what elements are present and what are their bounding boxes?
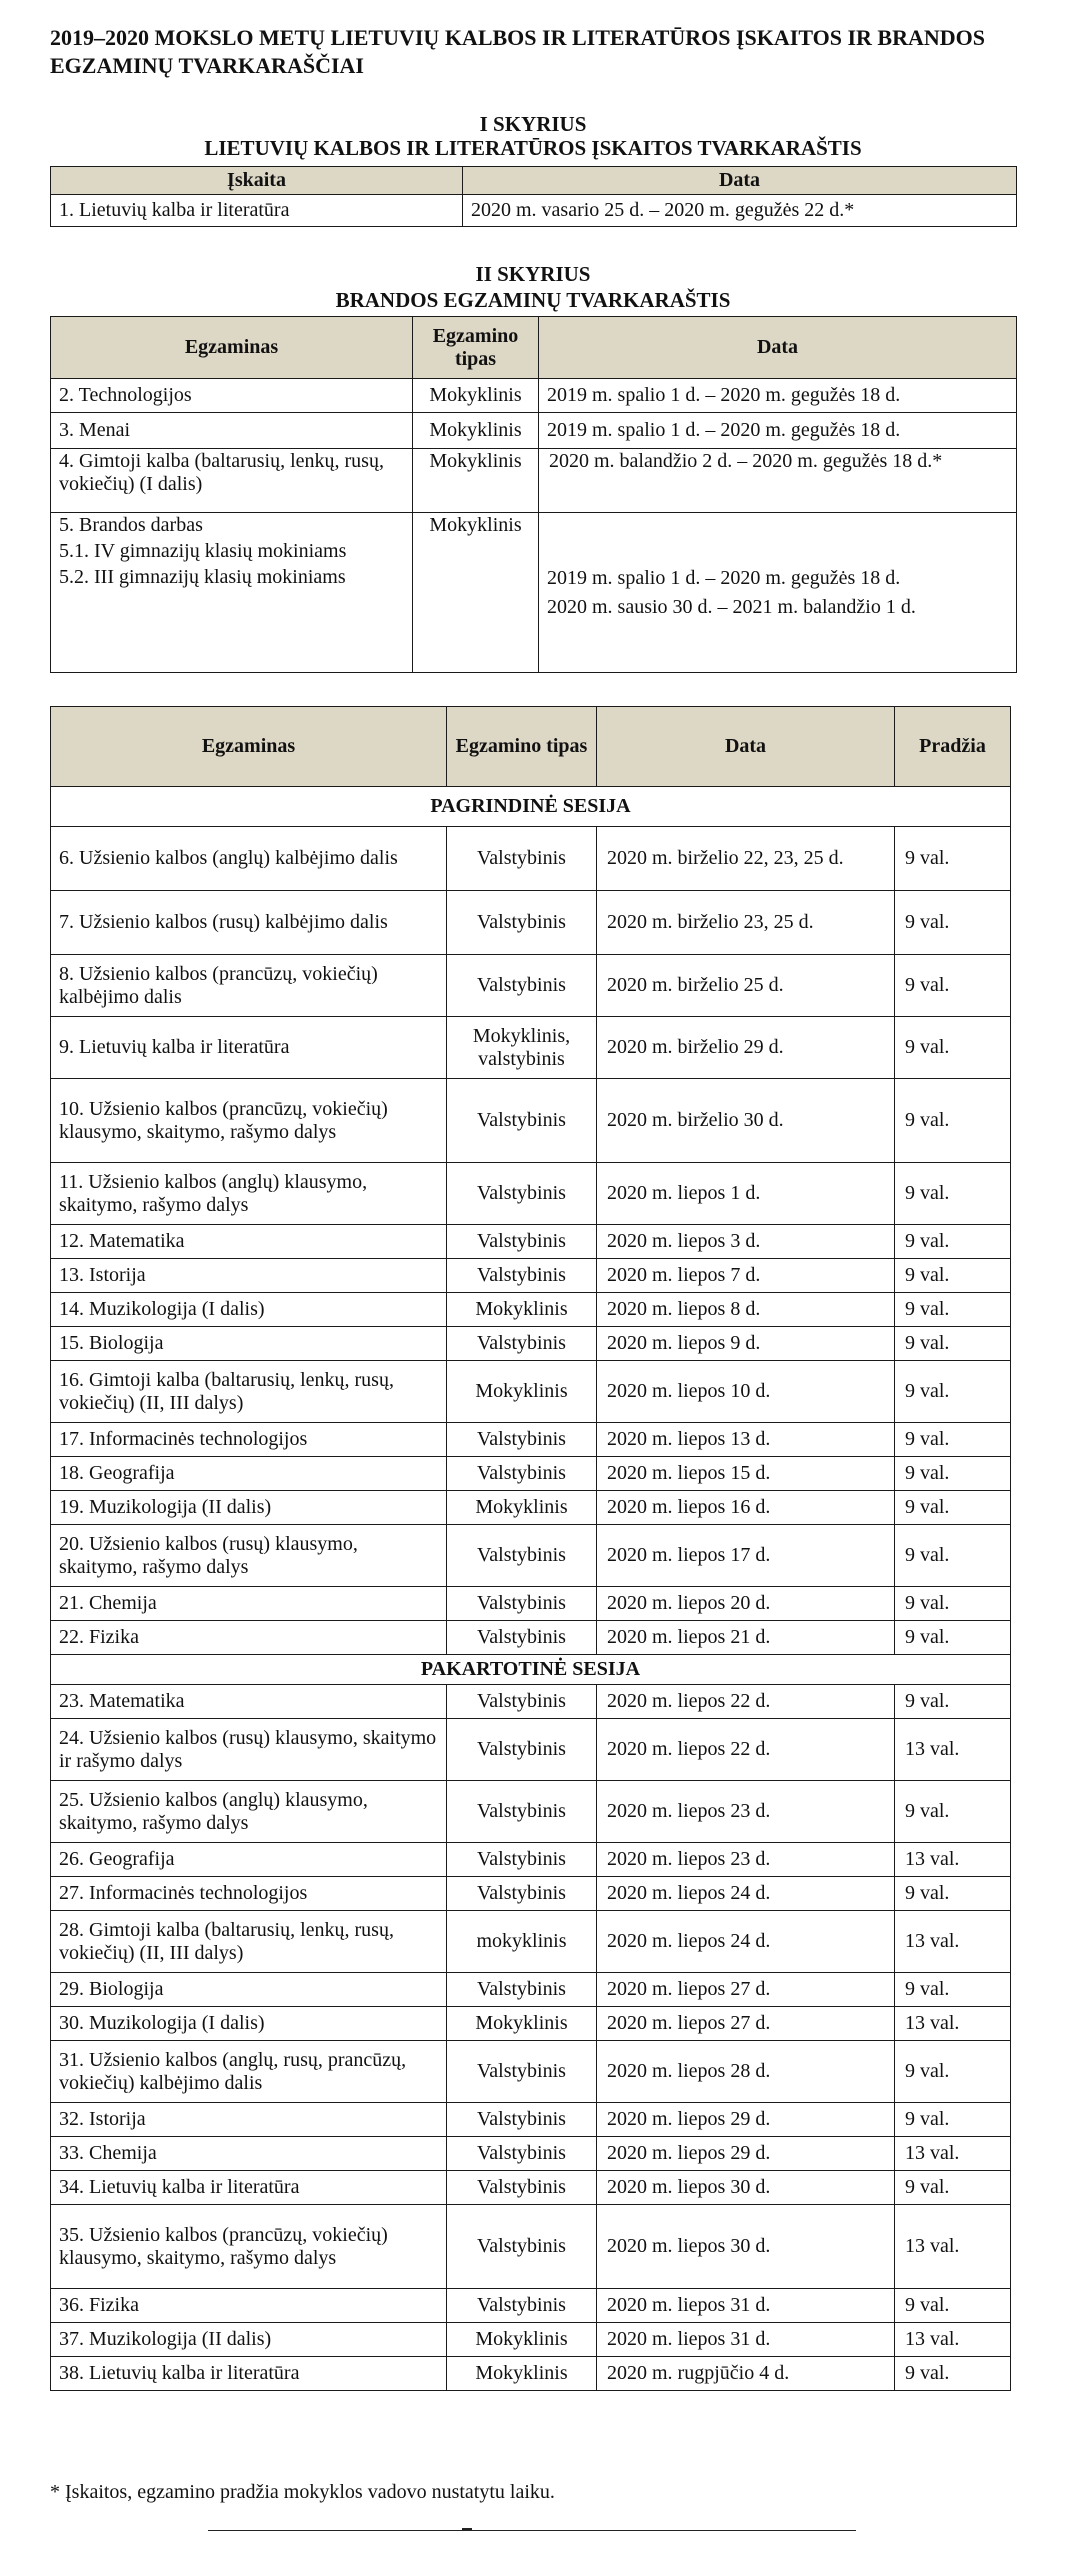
exam-name-cell: 13. Istorija — [51, 1259, 447, 1293]
start-time-cell: 13 val. — [895, 2323, 1011, 2357]
start-time-cell: 9 val. — [895, 1225, 1011, 1259]
exam-type-cell: Valstybinis — [447, 1525, 597, 1587]
table-row — [51, 1225, 1011, 1259]
exam-type-cell: Valstybinis — [447, 1423, 597, 1457]
exam-name-cell: 18. Geografija — [51, 1457, 447, 1491]
date-cell: 2020 m. birželio 30 d. — [597, 1079, 895, 1163]
table-row — [51, 1457, 1011, 1491]
exam-type-cell: Valstybinis — [447, 1621, 597, 1655]
start-time-cell: 9 val. — [895, 1293, 1011, 1327]
exam-type-cell: Valstybinis — [447, 1719, 597, 1781]
date-cell: 2020 m. vasario 25 d. – 2020 m. gegužės 22 d.* — [463, 195, 1017, 227]
start-time-cell: 13 val. — [895, 2007, 1011, 2041]
exam-name-cell: 11. Užsienio kalbos (anglų) klausymo, skaitymo, rašymo dalys — [51, 1163, 447, 1225]
bottom-rule-mark — [462, 2528, 472, 2531]
table-row — [51, 891, 1011, 955]
table-row — [51, 2357, 1011, 2391]
exam-type-cell: Valstybinis — [447, 2289, 597, 2323]
exam-type-cell: Valstybinis — [447, 2171, 597, 2205]
date-cell: 2020 m. liepos 15 d. — [597, 1457, 895, 1491]
table-row — [51, 449, 1017, 513]
table-row — [51, 2137, 1011, 2171]
table-row — [51, 2323, 1011, 2357]
table-row — [51, 1017, 1011, 1079]
exam-name-cell: 29. Biologija — [51, 1973, 447, 2007]
repeat-session-title: PAKARTOTINĖ SESIJA — [51, 1655, 1011, 1685]
exam-type-cell: Mokyklinis — [447, 1491, 597, 1525]
column-header: Data — [597, 707, 895, 787]
start-time-cell: 9 val. — [895, 1781, 1011, 1843]
date-cell: 2020 m. birželio 29 d. — [597, 1017, 895, 1079]
date-cell: 2020 m. liepos 29 d. — [597, 2103, 895, 2137]
exam-name-cell: 7. Užsienio kalbos (rusų) kalbėjimo dalis — [51, 891, 447, 955]
exam-name-cell: 23. Matematika — [51, 1685, 447, 1719]
exam-type-cell: Valstybinis — [447, 1327, 597, 1361]
exam-name-cell: 1. Lietuvių kalba ir literatūra — [51, 195, 463, 227]
column-header: Egzaminas — [51, 317, 413, 379]
date-cell: 2020 m. birželio 25 d. — [597, 955, 895, 1017]
exam-name-cell: 12. Matematika — [51, 1225, 447, 1259]
exam-type-cell: Valstybinis — [447, 891, 597, 955]
date-cell: 2020 m. liepos 24 d. — [597, 1911, 895, 1973]
brandos-sub2: 5.2. III gimnazijų klasių mokiniams — [59, 566, 346, 588]
section2-heading: II SKYRIUS — [475, 262, 591, 286]
table-row — [51, 1685, 1011, 1719]
table-row — [51, 1327, 1011, 1361]
start-time-cell: 9 val. — [895, 2103, 1011, 2137]
start-time-cell: 13 val. — [895, 1911, 1011, 1973]
exam-name-cell: 19. Muzikologija (II dalis) — [51, 1491, 447, 1525]
exam-type-cell: Valstybinis — [447, 1973, 597, 2007]
exam-name-cell: 27. Informacinės technologijos — [51, 1877, 447, 1911]
exam-name-cell: 34. Lietuvių kalba ir literatūra — [51, 2171, 447, 2205]
date-cell: 2020 m. liepos 28 d. — [597, 2041, 895, 2103]
table-row — [51, 1911, 1011, 1973]
table-row — [51, 1079, 1011, 1163]
start-time-cell: 9 val. — [895, 827, 1011, 891]
date-cell: 2020 m. liepos 29 d. — [597, 2137, 895, 2171]
exam-name-cell: 35. Užsienio kalbos (prancūzų, vokiečių) klausymo, skaitymo, rašymo dalys — [51, 2205, 447, 2289]
table-row — [51, 1877, 1011, 1911]
start-time-cell: 9 val. — [895, 2041, 1011, 2103]
table-row — [51, 1293, 1011, 1327]
brandos-sub1: 5.1. IV gimnazijų klasių mokiniams — [59, 540, 347, 562]
exam-name-cell: 10. Užsienio kalbos (prancūzų, vokiečių) klausymo, skaitymo, rašymo dalys — [51, 1079, 447, 1163]
exam-type-cell: Valstybinis — [447, 1685, 597, 1719]
table-row — [51, 1259, 1011, 1293]
main-session-body — [51, 787, 1011, 1655]
date-cell: 2020 m. liepos 27 d. — [597, 2007, 895, 2041]
start-time-cell: 9 val. — [895, 1423, 1011, 1457]
date-cell — [539, 513, 1017, 673]
exam-name-cell: 32. Istorija — [51, 2103, 447, 2137]
date-cell: 2020 m. rugpjūčio 4 d. — [597, 2357, 895, 2391]
footnote: * Įskaitos, egzamino pradžia mokyklos vadovo nustatytu laiku. — [50, 2481, 555, 2503]
start-time-cell: 9 val. — [895, 1621, 1011, 1655]
table-row — [51, 379, 1017, 413]
column-header: Egzamino tipas — [413, 317, 539, 379]
date-cell: 2020 m. balandžio 2 d. – 2020 m. gegužės 18 d.* — [539, 449, 1017, 513]
exam-name-cell: 14. Muzikologija (I dalis) — [51, 1293, 447, 1327]
exam-type-cell: Valstybinis — [447, 2041, 597, 2103]
exam-type-cell: Mokyklinis — [413, 413, 539, 449]
exam-name-cell — [51, 513, 413, 673]
exam-type-cell: Mokyklinis, valstybinis — [447, 1017, 597, 1079]
exam-name-cell: 38. Lietuvių kalba ir literatūra — [51, 2357, 447, 2391]
exam-type-cell: Mokyklinis — [413, 379, 539, 413]
date-cell: 2020 m. liepos 30 d. — [597, 2171, 895, 2205]
date-cell: 2020 m. liepos 9 d. — [597, 1327, 895, 1361]
exam-type-cell: Valstybinis — [447, 2137, 597, 2171]
exam-type-cell: Mokyklinis — [413, 449, 539, 513]
exam-type-cell: Valstybinis — [447, 827, 597, 891]
state-exam-table — [50, 706, 1011, 2391]
exam-name-cell: 15. Biologija — [51, 1327, 447, 1361]
date-cell: 2020 m. birželio 22, 23, 25 d. — [597, 827, 895, 891]
exam-name-cell: 30. Muzikologija (I dalis) — [51, 2007, 447, 2041]
start-time-cell: 9 val. — [895, 1877, 1011, 1911]
start-time-cell: 9 val. — [895, 2357, 1011, 2391]
table-row — [51, 1491, 1011, 1525]
table-row — [51, 2041, 1011, 2103]
exam-type-cell: Valstybinis — [447, 2205, 597, 2289]
table-row — [51, 1973, 1011, 2007]
column-header: Egzaminas — [51, 707, 447, 787]
date-cell: 2020 m. liepos 3 d. — [597, 1225, 895, 1259]
credit-table — [50, 166, 1017, 227]
table-row — [51, 1781, 1011, 1843]
date-cell: 2020 m. liepos 31 d. — [597, 2323, 895, 2357]
start-time-cell: 9 val. — [895, 1327, 1011, 1361]
date-cell: 2020 m. liepos 31 d. — [597, 2289, 895, 2323]
column-header: Data — [463, 167, 1017, 195]
start-time-cell: 9 val. — [895, 1525, 1011, 1587]
table-row — [51, 1361, 1011, 1423]
table-row — [51, 1163, 1011, 1225]
table-row — [51, 513, 1017, 673]
start-time-cell: 13 val. — [895, 2137, 1011, 2171]
column-header: Data — [539, 317, 1017, 379]
exam-name-cell: 26. Geografija — [51, 1843, 447, 1877]
exam-type-cell: Valstybinis — [447, 1259, 597, 1293]
column-header: Egzamino tipas — [447, 707, 597, 787]
exam-name-cell: 36. Fizika — [51, 2289, 447, 2323]
exam-name-cell: 21. Chemija — [51, 1587, 447, 1621]
exam-type-cell: Mokyklinis — [447, 2357, 597, 2391]
table-row — [51, 2205, 1011, 2289]
start-time-cell: 9 val. — [895, 1017, 1011, 1079]
table-row — [51, 2103, 1011, 2137]
exam-name-cell: 33. Chemija — [51, 2137, 447, 2171]
date-cell: 2020 m. liepos 13 d. — [597, 1423, 895, 1457]
section1-heading: I SKYRIUS — [479, 112, 587, 136]
brandos-date2: 2020 m. sausio 30 d. – 2021 m. balandžio 1 d. — [547, 595, 916, 618]
start-time-cell: 9 val. — [895, 1163, 1011, 1225]
exam-type-cell: Valstybinis — [447, 1781, 597, 1843]
exam-name-cell: 16. Gimtoji kalba (baltarusių, lenkų, rusų, vokiečių) (II, III dalys) — [51, 1361, 447, 1423]
start-time-cell: 9 val. — [895, 1491, 1011, 1525]
table-row — [51, 827, 1011, 891]
exam-name-cell: 17. Informacinės technologijos — [51, 1423, 447, 1457]
start-time-cell: 9 val. — [895, 955, 1011, 1017]
table-row — [51, 2289, 1011, 2323]
date-cell: 2020 m. liepos 21 d. — [597, 1621, 895, 1655]
exam-name-cell: 6. Užsienio kalbos (anglų) kalbėjimo dalis — [51, 827, 447, 891]
exam-name-cell: 4. Gimtoji kalba (baltarusių, lenkų, rusų, vokiečių) (I dalis) — [51, 449, 413, 513]
table-row — [51, 1525, 1011, 1587]
start-time-cell: 13 val. — [895, 1719, 1011, 1781]
start-time-cell: 9 val. — [895, 1457, 1011, 1491]
exam-type-cell: Mokyklinis — [413, 513, 539, 673]
date-cell: 2020 m. liepos 16 d. — [597, 1491, 895, 1525]
table-row — [51, 1621, 1011, 1655]
session-row — [51, 787, 1011, 827]
exam-name-cell: 22. Fizika — [51, 1621, 447, 1655]
date-cell: 2020 m. liepos 8 d. — [597, 1293, 895, 1327]
section1-subheading: LIETUVIŲ KALBOS IR LITERATŪROS ĮSKAITOS TVARKARAŠTIS — [204, 136, 862, 160]
table-row — [51, 1719, 1011, 1781]
date-cell: 2020 m. liepos 27 d. — [597, 1973, 895, 2007]
date-cell: 2019 m. spalio 1 d. – 2020 m. gegužės 18 d. — [539, 413, 1017, 449]
date-cell: 2020 m. liepos 20 d. — [597, 1587, 895, 1621]
section2-subheading: BRANDOS EGZAMINŲ TVARKARAŠTIS — [335, 288, 731, 312]
start-time-cell: 9 val. — [895, 1973, 1011, 2007]
exam-name-cell: 24. Užsienio kalbos (rusų) klausymo, skaitymo ir rašymo dalys — [51, 1719, 447, 1781]
table-row — [51, 195, 1017, 227]
exam-name-cell: 3. Menai — [51, 413, 413, 449]
start-time-cell: 9 val. — [895, 1685, 1011, 1719]
exam-name-cell: 25. Užsienio kalbos (anglų) klausymo, skaitymo, rašymo dalys — [51, 1781, 447, 1843]
exam-type-cell: Mokyklinis — [447, 1361, 597, 1423]
exam-name-cell: 31. Užsienio kalbos (anglų, rusų, prancūzų, vokiečių) kalbėjimo dalis — [51, 2041, 447, 2103]
start-time-cell: 9 val. — [895, 1079, 1011, 1163]
bottom-rule — [208, 2530, 856, 2531]
table-row — [51, 1587, 1011, 1621]
date-cell: 2020 m. liepos 22 d. — [597, 1685, 895, 1719]
exam-type-cell: Valstybinis — [447, 1225, 597, 1259]
exam-type-cell: Valstybinis — [447, 2103, 597, 2137]
start-time-cell: 13 val. — [895, 2205, 1011, 2289]
date-cell: 2020 m. liepos 22 d. — [597, 1719, 895, 1781]
table-row — [51, 1423, 1011, 1457]
date-cell: 2020 m. liepos 1 d. — [597, 1163, 895, 1225]
start-time-cell: 9 val. — [895, 1587, 1011, 1621]
exam-type-cell: Mokyklinis — [447, 1293, 597, 1327]
date-cell: 2020 m. liepos 23 d. — [597, 1843, 895, 1877]
table-row — [51, 1843, 1011, 1877]
date-cell: 2020 m. liepos 10 d. — [597, 1361, 895, 1423]
date-cell: 2020 m. birželio 23, 25 d. — [597, 891, 895, 955]
column-header: Pradžia — [895, 707, 1011, 787]
exam-type-cell: Valstybinis — [447, 1163, 597, 1225]
exam-type-cell: Valstybinis — [447, 1587, 597, 1621]
school-exam-table — [50, 316, 1017, 673]
table-row — [51, 2171, 1011, 2205]
start-time-cell: 13 val. — [895, 1843, 1011, 1877]
start-time-cell: 9 val. — [895, 2289, 1011, 2323]
exam-type-cell: Mokyklinis — [447, 2323, 597, 2357]
repeat-session-body — [51, 1655, 1011, 2391]
start-time-cell: 9 val. — [895, 1361, 1011, 1423]
exam-type-cell: Mokyklinis — [447, 2007, 597, 2041]
session-row — [51, 1655, 1011, 1685]
exam-type-cell: Valstybinis — [447, 955, 597, 1017]
exam-type-cell: Valstybinis — [447, 1457, 597, 1491]
date-cell: 2020 m. liepos 17 d. — [597, 1525, 895, 1587]
exam-name-cell: 37. Muzikologija (II dalis) — [51, 2323, 447, 2357]
exam-type-cell: Valstybinis — [447, 1843, 597, 1877]
column-header: Įskaita — [51, 167, 463, 195]
date-cell: 2019 m. spalio 1 d. – 2020 m. gegužės 18 d. — [539, 379, 1017, 413]
table-row — [51, 413, 1017, 449]
brandos-label: 5. Brandos darbas — [59, 514, 203, 536]
exam-name-cell: 20. Užsienio kalbos (rusų) klausymo, skaitymo, rašymo dalys — [51, 1525, 447, 1587]
start-time-cell: 9 val. — [895, 891, 1011, 955]
date-cell: 2020 m. liepos 23 d. — [597, 1781, 895, 1843]
start-time-cell: 9 val. — [895, 1259, 1011, 1293]
exam-type-cell: mokyklinis — [447, 1911, 597, 1973]
table-row — [51, 2007, 1011, 2041]
exam-name-cell: 9. Lietuvių kalba ir literatūra — [51, 1017, 447, 1079]
exam-name-cell: 2. Technologijos — [51, 379, 413, 413]
start-time-cell: 9 val. — [895, 2171, 1011, 2205]
date-cell: 2020 m. liepos 24 d. — [597, 1877, 895, 1911]
document-title: 2019–2020 MOKSLO METŲ LIETUVIŲ KALBOS IR LITERATŪROS ĮSKAITOS IR BRANDOS EGZAMINŲ TVARKARAŠČIAI — [50, 25, 985, 78]
exam-name-cell: 28. Gimtoji kalba (baltarusių, lenkų, rusų, vokiečių) (II, III dalys) — [51, 1911, 447, 1973]
date-cell: 2020 m. liepos 30 d. — [597, 2205, 895, 2289]
main-session-title: PAGRINDINĖ SESIJA — [51, 787, 1011, 827]
exam-name-cell: 8. Užsienio kalbos (prancūzų, vokiečių) kalbėjimo dalis — [51, 955, 447, 1017]
brandos-date1: 2019 m. spalio 1 d. – 2020 m. gegužės 18 d. — [547, 566, 901, 589]
date-cell: 2020 m. liepos 7 d. — [597, 1259, 895, 1293]
exam-type-cell: Valstybinis — [447, 1877, 597, 1911]
table-row — [51, 955, 1011, 1017]
exam-type-cell: Valstybinis — [447, 1079, 597, 1163]
